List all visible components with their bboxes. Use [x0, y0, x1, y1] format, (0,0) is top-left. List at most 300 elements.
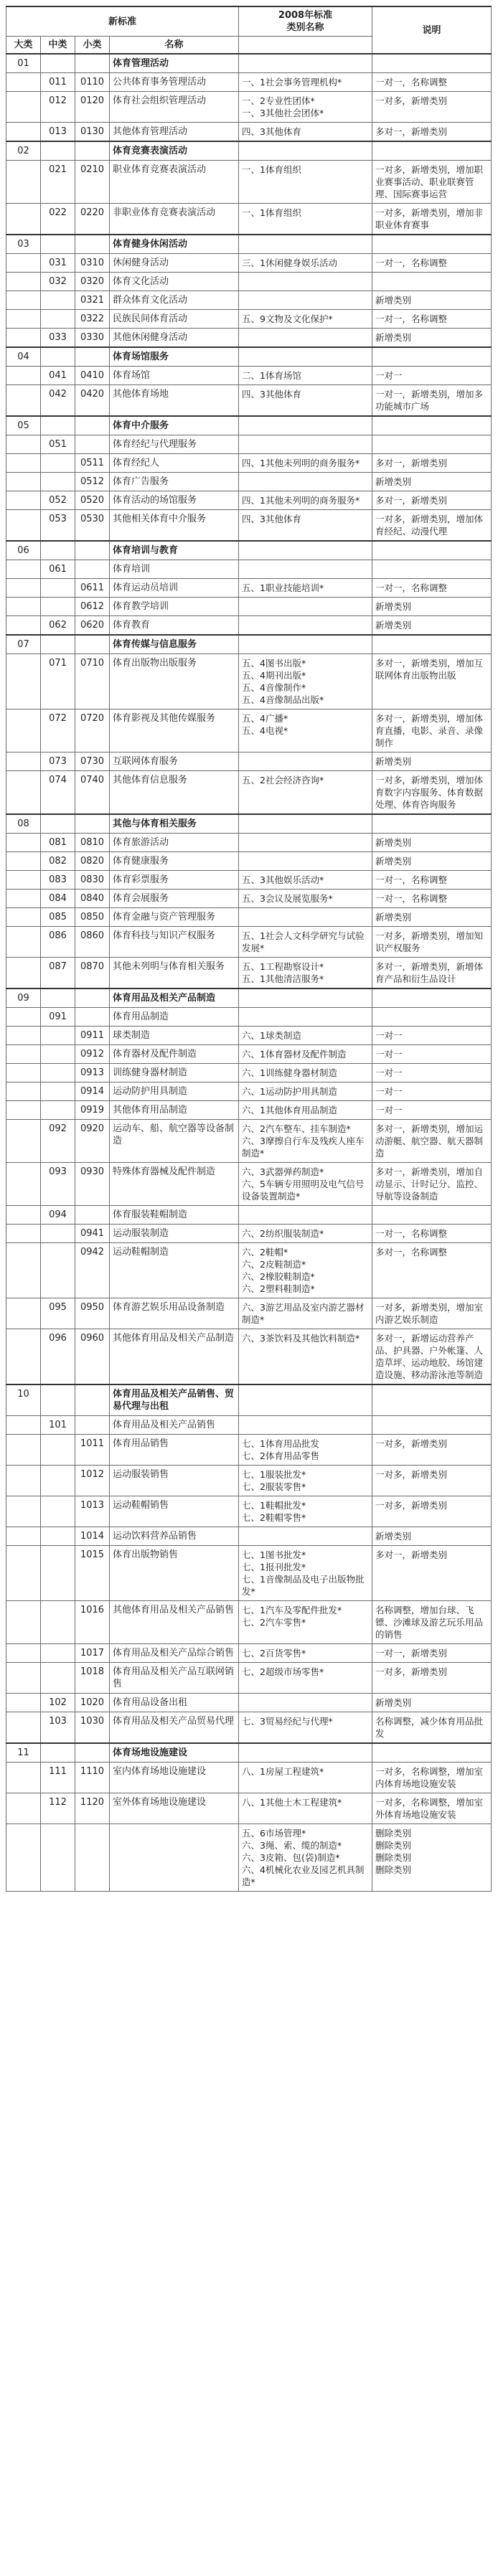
- small-class-code: 0942: [75, 1243, 110, 1298]
- table-row: [6, 598, 492, 616]
- table-row: [6, 1663, 492, 1694]
- category-name: 运动车、船、航空器等设备制造: [110, 1120, 239, 1163]
- big-class-code: [6, 752, 41, 771]
- old-category-name: 四、3其他体育: [239, 510, 372, 542]
- mid-class-code: 012: [41, 92, 75, 123]
- old-category-name: 五、1社会人文科学研究与试验发展*: [239, 927, 372, 958]
- small-class-code: 0912: [75, 1045, 110, 1064]
- big-class-code: [6, 1546, 41, 1601]
- old-category-name: 四、3其他体育: [239, 385, 372, 417]
- old-category-name: 三、1休闲健身娱乐活动: [239, 254, 372, 273]
- small-class-code: 0913: [75, 1064, 110, 1082]
- small-class-code: [75, 347, 110, 367]
- small-class-code: 0410: [75, 367, 110, 385]
- small-class-code: [75, 435, 110, 454]
- note-text: 一对多，新增类别: [372, 1496, 492, 1527]
- category-name: 其他体育场地: [110, 385, 239, 417]
- category-name: 体育健身休闲活动: [110, 235, 239, 254]
- table-row: [6, 435, 492, 454]
- table-row: [6, 329, 492, 348]
- category-name: 体育广告服务: [110, 473, 239, 491]
- big-class-code: [6, 1601, 41, 1644]
- old-category-name: 二、1体育场馆: [239, 367, 372, 385]
- old-category-name: [239, 1527, 372, 1546]
- category-name: 职业体育竞赛表演活动: [110, 161, 239, 204]
- small-class-code: 1011: [75, 1435, 110, 1466]
- big-class-code: [6, 598, 41, 616]
- small-class-code: 0850: [75, 908, 110, 927]
- table-row: [6, 541, 492, 560]
- old-category-name: 七、3贸易经纪与代理*: [239, 1712, 372, 1744]
- mid-class-code: [41, 1743, 75, 1763]
- mid-class-code: 041: [41, 367, 75, 385]
- small-class-code: 0511: [75, 454, 110, 473]
- category-name: 体育用品及相关产品贸易代理: [110, 1712, 239, 1744]
- big-class-code: [6, 273, 41, 291]
- mid-class-code: [41, 1243, 75, 1298]
- category-name: 体育经纪与代理服务: [110, 435, 239, 454]
- big-class-code: [6, 1329, 41, 1385]
- mid-class-code: [41, 1601, 75, 1644]
- old-category-name: [239, 908, 372, 927]
- mid-class-code: 101: [41, 1416, 75, 1435]
- table-row: [6, 1027, 492, 1045]
- note-text: 多对一，新增运动营养产品、护具器、户外帐篷、人造草坪、运动地胶、场馆建造设施、移动游泳池等制造: [372, 1329, 492, 1385]
- note-text: 一对一，名称调整: [372, 310, 492, 329]
- old-category-name: [239, 1743, 372, 1763]
- small-class-code: 0620: [75, 616, 110, 636]
- big-class-code: [6, 1793, 41, 1824]
- table-row: [6, 1008, 492, 1027]
- table-row: [6, 310, 492, 329]
- old-category-name: 六、2汽车整车、挂车制造* 六、3摩擦自行车及残疾人座车制造*: [239, 1120, 372, 1163]
- note-text: 多对一，新增类别，增加自动显示、计时记分、监控、导航等设备制造: [372, 1163, 492, 1206]
- note-text: 多对一，新增类别，增加互联网体育出版物出版: [372, 654, 492, 709]
- big-class-code: [6, 908, 41, 927]
- small-class-code: 1012: [75, 1466, 110, 1496]
- table-row: [6, 1435, 492, 1466]
- table-row: [6, 1601, 492, 1644]
- note-text: 一对一，名称调整: [372, 579, 492, 598]
- big-class-code: 05: [6, 416, 41, 435]
- category-name: 体育器材及配件制造: [110, 1045, 239, 1064]
- table-row: [6, 254, 492, 273]
- category-name: 其他体育用品及相关产品销售: [110, 1601, 239, 1644]
- small-class-code: 0512: [75, 473, 110, 491]
- table-row: [6, 161, 492, 204]
- table-row: [6, 1064, 492, 1082]
- small-class-code: [75, 416, 110, 435]
- old-category-name: [239, 834, 372, 852]
- old-category-name: 五、3会议及展览服务*: [239, 890, 372, 908]
- old-category-name: 六、3茶饮料及其他饮料制造*: [239, 1329, 372, 1385]
- note-text: 一对一，名称调整: [372, 254, 492, 273]
- category-name: 体育中介服务: [110, 416, 239, 435]
- small-class-code: 0740: [75, 771, 110, 815]
- old-category-name: 七、2超级市场零售*: [239, 1663, 372, 1694]
- old-category-name: 一、1体育组织: [239, 161, 372, 204]
- small-class-code: [75, 541, 110, 560]
- old-category-name: [239, 329, 372, 348]
- big-class-code: [6, 1163, 41, 1206]
- mid-class-code: 061: [41, 560, 75, 579]
- mid-class-code: [41, 473, 75, 491]
- small-class-code: 1017: [75, 1644, 110, 1663]
- small-class-code: 0941: [75, 1225, 110, 1243]
- mid-class-code: [41, 1082, 75, 1101]
- big-class-code: 09: [6, 989, 41, 1008]
- category-name: 训练健身器材制造: [110, 1064, 239, 1082]
- big-class-code: [6, 1008, 41, 1027]
- small-class-code: 0612: [75, 598, 110, 616]
- category-name: 体育管理活动: [110, 54, 239, 73]
- table-row: [6, 1120, 492, 1163]
- old-category-name: 六、1运动防护用具制造: [239, 1082, 372, 1101]
- mid-class-code: [41, 1027, 75, 1045]
- table-row: [6, 1793, 492, 1824]
- old-category-name: 七、1汽车及零配件批发* 七、2汽车零售*: [239, 1601, 372, 1644]
- table-row: [6, 473, 492, 491]
- small-class-code: [75, 1206, 110, 1225]
- table-row: [6, 123, 492, 142]
- category-name: 休闲健身活动: [110, 254, 239, 273]
- note-text: 新增类别: [372, 598, 492, 616]
- category-name: 体育活动的场馆服务: [110, 491, 239, 510]
- note-text: [372, 416, 492, 435]
- big-class-code: [6, 560, 41, 579]
- small-class-code: 1110: [75, 1763, 110, 1793]
- big-class-code: [6, 73, 41, 92]
- mid-class-code: [41, 1546, 75, 1601]
- old-category-name: 六、3武器弹药制造* 六、5车辆专用照明及电气信号设备装置制造*: [239, 1163, 372, 1206]
- header-2008-standard: [239, 6, 372, 37]
- mid-class-code: 102: [41, 1694, 75, 1712]
- old-category-name: 六、2纺织服装制造*: [239, 1225, 372, 1243]
- mid-class-code: 072: [41, 709, 75, 752]
- category-name: 体育出版物销售: [110, 1546, 239, 1601]
- category-name: 体育传媒与信息服务: [110, 635, 239, 654]
- big-class-code: [6, 852, 41, 871]
- category-name: 公共体育事务管理活动: [110, 73, 239, 92]
- big-class-code: [6, 771, 41, 815]
- big-class-code: 04: [6, 347, 41, 367]
- small-class-code: 1030: [75, 1712, 110, 1744]
- table-row: [6, 1546, 492, 1601]
- mid-class-code: [41, 54, 75, 73]
- old-category-name: 一、1体育组织: [239, 204, 372, 235]
- small-class-code: 0710: [75, 654, 110, 709]
- category-name: 其他体育信息服务: [110, 771, 239, 815]
- small-class-code: 0730: [75, 752, 110, 771]
- note-text: [372, 435, 492, 454]
- mid-class-code: [41, 635, 75, 654]
- table-row: [6, 1763, 492, 1793]
- category-name: 室外体育场地设施建设: [110, 1793, 239, 1824]
- category-name: 体育会展服务: [110, 890, 239, 908]
- table-row: [6, 1694, 492, 1712]
- big-class-code: [6, 1243, 41, 1298]
- category-name: 其他体育用品及相关产品制造: [110, 1329, 239, 1385]
- note-text: 新增类别: [372, 616, 492, 636]
- table-row: [6, 852, 492, 871]
- big-class-code: [6, 1712, 41, 1744]
- note-text: 一对一，新增类别: [372, 1644, 492, 1663]
- big-class-code: [6, 204, 41, 235]
- note-text: 新增类别: [372, 1527, 492, 1546]
- mid-class-code: 111: [41, 1763, 75, 1793]
- mid-class-code: [41, 235, 75, 254]
- note-text: 一对多，新增类别，增加非职业体育赛事: [372, 204, 492, 235]
- big-class-code: [6, 1663, 41, 1694]
- category-name: 体育游艺娱乐用品设备制造: [110, 1298, 239, 1329]
- mid-class-code: [41, 291, 75, 310]
- big-class-code: [6, 1694, 41, 1712]
- header-2008-title: 2008年标准: [278, 10, 333, 21]
- category-name: 体育用品及相关产品销售、贸易代理与出租: [110, 1384, 239, 1416]
- small-class-code: [75, 235, 110, 254]
- note-text: 新增类别: [372, 908, 492, 927]
- category-name: 运动服装制造: [110, 1225, 239, 1243]
- old-category-name: 一、2专业性团体* 一、3其他社会团体*: [239, 92, 372, 123]
- old-category-name: [239, 852, 372, 871]
- small-class-code: 0911: [75, 1027, 110, 1045]
- category-name: 非职业体育竞赛表演活动: [110, 204, 239, 235]
- note-text: 一对一: [372, 1101, 492, 1120]
- category-name: 其他与体育相关服务: [110, 814, 239, 834]
- note-text: 新增类别: [372, 1694, 492, 1712]
- category-name: 体育影视及其他传媒服务: [110, 709, 239, 752]
- small-class-code: 0930: [75, 1163, 110, 1206]
- table-row: [6, 890, 492, 908]
- table-row: [6, 927, 492, 958]
- header-name: 名称: [110, 37, 239, 55]
- category-name: 球类制造: [110, 1027, 239, 1045]
- note-text: 多对一，新增类别: [372, 454, 492, 473]
- table-row: [6, 654, 492, 709]
- small-class-code: 0920: [75, 1120, 110, 1163]
- big-class-code: 01: [6, 54, 41, 73]
- table-row: [6, 73, 492, 92]
- mid-class-code: 031: [41, 254, 75, 273]
- category-name: [110, 1824, 239, 1892]
- small-class-code: 1015: [75, 1546, 110, 1601]
- category-name: 体育竞赛表演活动: [110, 141, 239, 161]
- old-category-name: [239, 1206, 372, 1225]
- small-class-code: [75, 1384, 110, 1416]
- note-text: [372, 560, 492, 579]
- small-class-code: 0960: [75, 1329, 110, 1385]
- category-name: 体育金融与资产管理服务: [110, 908, 239, 927]
- note-text: 一对多，新增类别，增加体育数字内容服务、体育数据处理、体育咨询服务: [372, 771, 492, 815]
- mid-class-code: [41, 1644, 75, 1663]
- mid-class-code: 096: [41, 1329, 75, 1385]
- category-name: 体育服装鞋帽制造: [110, 1206, 239, 1225]
- header-small-class: 小类: [75, 37, 110, 55]
- category-name: 体育用品设备出租: [110, 1694, 239, 1712]
- note-text: [372, 1384, 492, 1416]
- old-category-name: 七、1鞋帽批发* 七、2鞋帽零售*: [239, 1496, 372, 1527]
- small-class-code: 0870: [75, 958, 110, 989]
- table-row: [6, 273, 492, 291]
- table-row: [6, 1824, 492, 1892]
- table-row: [6, 510, 492, 542]
- table-body: [6, 54, 492, 1892]
- table-row: [6, 834, 492, 852]
- big-class-code: [6, 834, 41, 852]
- old-category-name: [239, 273, 372, 291]
- old-category-name: [239, 814, 372, 834]
- mid-class-code: [41, 1045, 75, 1064]
- note-text: 多对一，新增类别: [372, 123, 492, 142]
- category-name: 体育教育: [110, 616, 239, 636]
- table-row: [6, 54, 492, 73]
- header-big-class: 大类: [6, 37, 41, 55]
- note-text: 一对多，新增类别，增加室内游艺娱乐制造: [372, 1298, 492, 1329]
- note-text: 一对多，新增类别: [372, 92, 492, 123]
- note-text: 一对一: [372, 367, 492, 385]
- table-row: [6, 1225, 492, 1243]
- category-name: 运动鞋帽销售: [110, 1496, 239, 1527]
- small-class-code: 0320: [75, 273, 110, 291]
- small-class-code: 0322: [75, 310, 110, 329]
- big-class-code: [6, 1763, 41, 1793]
- table-row: [6, 454, 492, 473]
- small-class-code: 0210: [75, 161, 110, 204]
- category-name: 体育文化活动: [110, 273, 239, 291]
- note-text: 一对一: [372, 1045, 492, 1064]
- old-category-name: 七、1服装批发* 七、2服装零售*: [239, 1466, 372, 1496]
- category-name: 体育教学培训: [110, 598, 239, 616]
- small-class-code: 0611: [75, 579, 110, 598]
- small-class-code: 0810: [75, 834, 110, 852]
- table-row: [6, 235, 492, 254]
- mid-class-code: [41, 1466, 75, 1496]
- category-name: 特殊体育器械及配件制造: [110, 1163, 239, 1206]
- mid-class-code: [41, 1225, 75, 1243]
- big-class-code: 03: [6, 235, 41, 254]
- old-category-name: 四、1其他未列明的商务服务*: [239, 491, 372, 510]
- category-name: 体育运动员培训: [110, 579, 239, 598]
- mid-class-code: [41, 989, 75, 1008]
- table-row: [6, 1045, 492, 1064]
- mid-class-code: 052: [41, 491, 75, 510]
- table-row: [6, 616, 492, 636]
- old-category-name: [239, 1694, 372, 1712]
- big-class-code: [6, 1466, 41, 1496]
- note-text: [372, 1008, 492, 1027]
- note-text: 一对多，新增类别: [372, 1435, 492, 1466]
- category-name: 其他未列明与体育相关服务: [110, 958, 239, 989]
- table-row: [6, 709, 492, 752]
- old-category-name: 一、1社会事务管理机构*: [239, 73, 372, 92]
- category-name: 体育用品及相关产品制造: [110, 989, 239, 1008]
- old-category-name: [239, 347, 372, 367]
- old-category-name: 六、1其他体育用品制造: [239, 1101, 372, 1120]
- mid-class-code: [41, 814, 75, 834]
- old-category-name: [239, 560, 372, 579]
- mid-class-code: 022: [41, 204, 75, 235]
- category-name: 互联网体育服务: [110, 752, 239, 771]
- small-class-code: 0310: [75, 254, 110, 273]
- table-row: [6, 385, 492, 417]
- mid-class-code: 091: [41, 1008, 75, 1027]
- old-category-name: [239, 598, 372, 616]
- mid-class-code: 074: [41, 771, 75, 815]
- table-row: [6, 771, 492, 815]
- mid-class-code: 112: [41, 1793, 75, 1824]
- category-name: 其他体育用品制造: [110, 1101, 239, 1120]
- table-row: [6, 1466, 492, 1496]
- small-class-code: 0220: [75, 204, 110, 235]
- header-note: 说明: [372, 6, 492, 54]
- big-class-code: [6, 958, 41, 989]
- mid-class-code: [41, 598, 75, 616]
- small-class-code: 0110: [75, 73, 110, 92]
- big-class-code: [6, 510, 41, 542]
- mid-class-code: 095: [41, 1298, 75, 1329]
- small-class-code: [75, 54, 110, 73]
- mid-class-code: 021: [41, 161, 75, 204]
- note-text: 多对一，新增类别: [372, 1546, 492, 1601]
- old-category-name: 七、1图书批发* 七、1报刊批发* 七、1音像制品及电子出版物批发*: [239, 1546, 372, 1601]
- table-row: [6, 635, 492, 654]
- category-name: 体育场地设施建设: [110, 1743, 239, 1763]
- old-category-name: 六、2鞋帽* 六、2皮鞋制造* 六、2橡胶鞋制造* 六、2塑料鞋制造*: [239, 1243, 372, 1298]
- table-row: [6, 1329, 492, 1385]
- old-category-name: [239, 235, 372, 254]
- old-category-name: 五、4广播* 五、4电视*: [239, 709, 372, 752]
- mid-class-code: [41, 454, 75, 473]
- category-name: 民族民间体育活动: [110, 310, 239, 329]
- big-class-code: [6, 254, 41, 273]
- small-class-code: 0420: [75, 385, 110, 417]
- old-category-name: 五、1职业技能培训*: [239, 579, 372, 598]
- big-class-code: 11: [6, 1743, 41, 1763]
- old-category-name: [239, 541, 372, 560]
- mid-class-code: [41, 1384, 75, 1416]
- table-row: [6, 1743, 492, 1763]
- small-class-code: [75, 635, 110, 654]
- category-name: 体育场馆服务: [110, 347, 239, 367]
- category-name: 体育旅游活动: [110, 834, 239, 852]
- old-category-name: [239, 473, 372, 491]
- big-class-code: 08: [6, 814, 41, 834]
- mid-class-code: 013: [41, 123, 75, 142]
- table-row: [6, 92, 492, 123]
- big-class-code: [6, 1496, 41, 1527]
- header-new-standard: 新标准: [6, 6, 239, 37]
- mid-class-code: 073: [41, 752, 75, 771]
- note-text: 一对多，新增类别，增加知识产权服务: [372, 927, 492, 958]
- mid-class-code: 092: [41, 1120, 75, 1163]
- big-class-code: [6, 1206, 41, 1225]
- note-text: 新增类别: [372, 852, 492, 871]
- small-class-code: [75, 814, 110, 834]
- big-class-code: [6, 654, 41, 709]
- mid-class-code: [41, 1435, 75, 1466]
- old-category-name: 六、1球类制造: [239, 1027, 372, 1045]
- old-category-name: [239, 435, 372, 454]
- big-class-code: [6, 291, 41, 310]
- mid-class-code: 084: [41, 890, 75, 908]
- category-name: 体育经纪人: [110, 454, 239, 473]
- category-name: 体育用品销售: [110, 1435, 239, 1466]
- mid-class-code: 082: [41, 852, 75, 871]
- note-text: [372, 273, 492, 291]
- note-text: [372, 54, 492, 73]
- small-class-code: 0330: [75, 329, 110, 348]
- old-category-name: 五、3其他娱乐活动*: [239, 871, 372, 890]
